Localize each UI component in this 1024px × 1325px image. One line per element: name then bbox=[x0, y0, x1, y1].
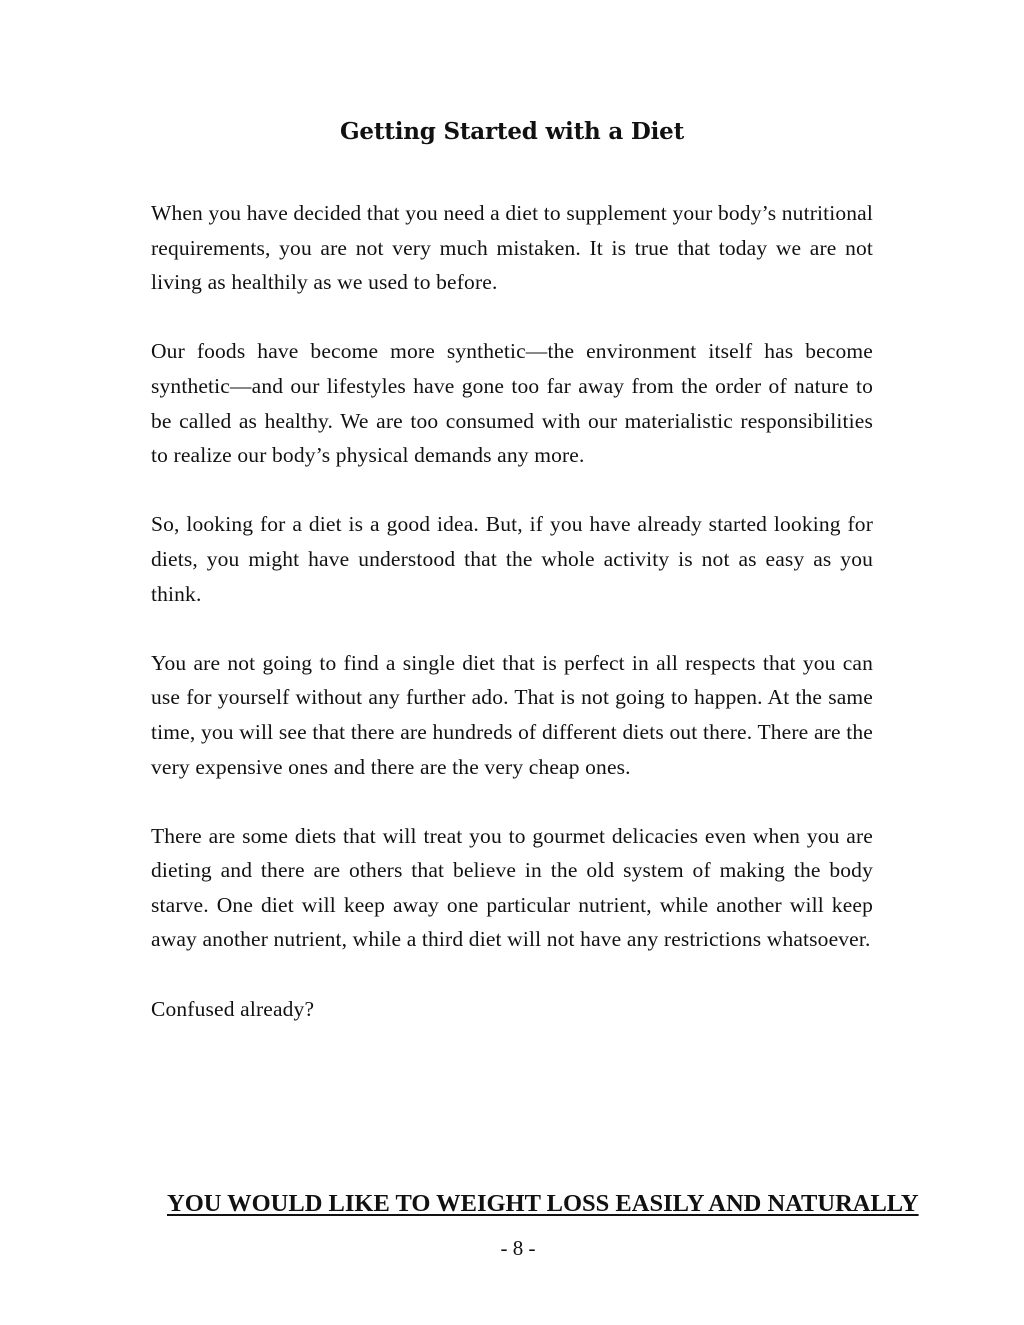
paragraph-4: You are not going to find a single diet that is perfect in all respects that you can use for yourself without any further ado. That is not going to happen. At the same time, you will see that there are hundreds of different diets out there. There are the very expensive ones and there are the very cheap ones. bbox=[151, 650, 873, 779]
paragraph-5: There are some diets that will treat you to gourmet delicacies even when you are dieting and there are others that believe in the old system of making the body starve. One diet will keep away one particular nutrient, while another will keep away another nutrient, while a third diet will not have any restrictions whatsoever. bbox=[151, 823, 873, 952]
footer-banner-link[interactable]: YOU WOULD LIKE TO WEIGHT LOSS EASILY AND NATURALLY bbox=[167, 1190, 919, 1217]
page-title: Getting Started with a Diet bbox=[339, 118, 684, 145]
page-number: - 8 - bbox=[500, 1236, 536, 1260]
body-text bbox=[151, 196, 873, 1026]
paragraph-3: So, looking for a diet is a good idea. But, if you have already started looking for diets, you might have understood that the whole activity is not as easy as you think. bbox=[151, 512, 873, 606]
paragraph-1: When you have decided that you need a diet to supplement your body’s nutritional requirements, you are not very much mistaken. It is true that today we are not living as healthily as we used to before. bbox=[151, 201, 873, 295]
paragraph-2: Our foods have become more synthetic—the environment itself has become synthetic—and our lifestyles have gone too far away from the order of nature to be called as healthy. We are too consumed with our materialistic responsibilities to realize our body’s physical demands any more. bbox=[151, 339, 873, 468]
page-number-container bbox=[0, 1236, 1024, 1261]
paragraph-6: Confused already? bbox=[151, 996, 315, 1021]
